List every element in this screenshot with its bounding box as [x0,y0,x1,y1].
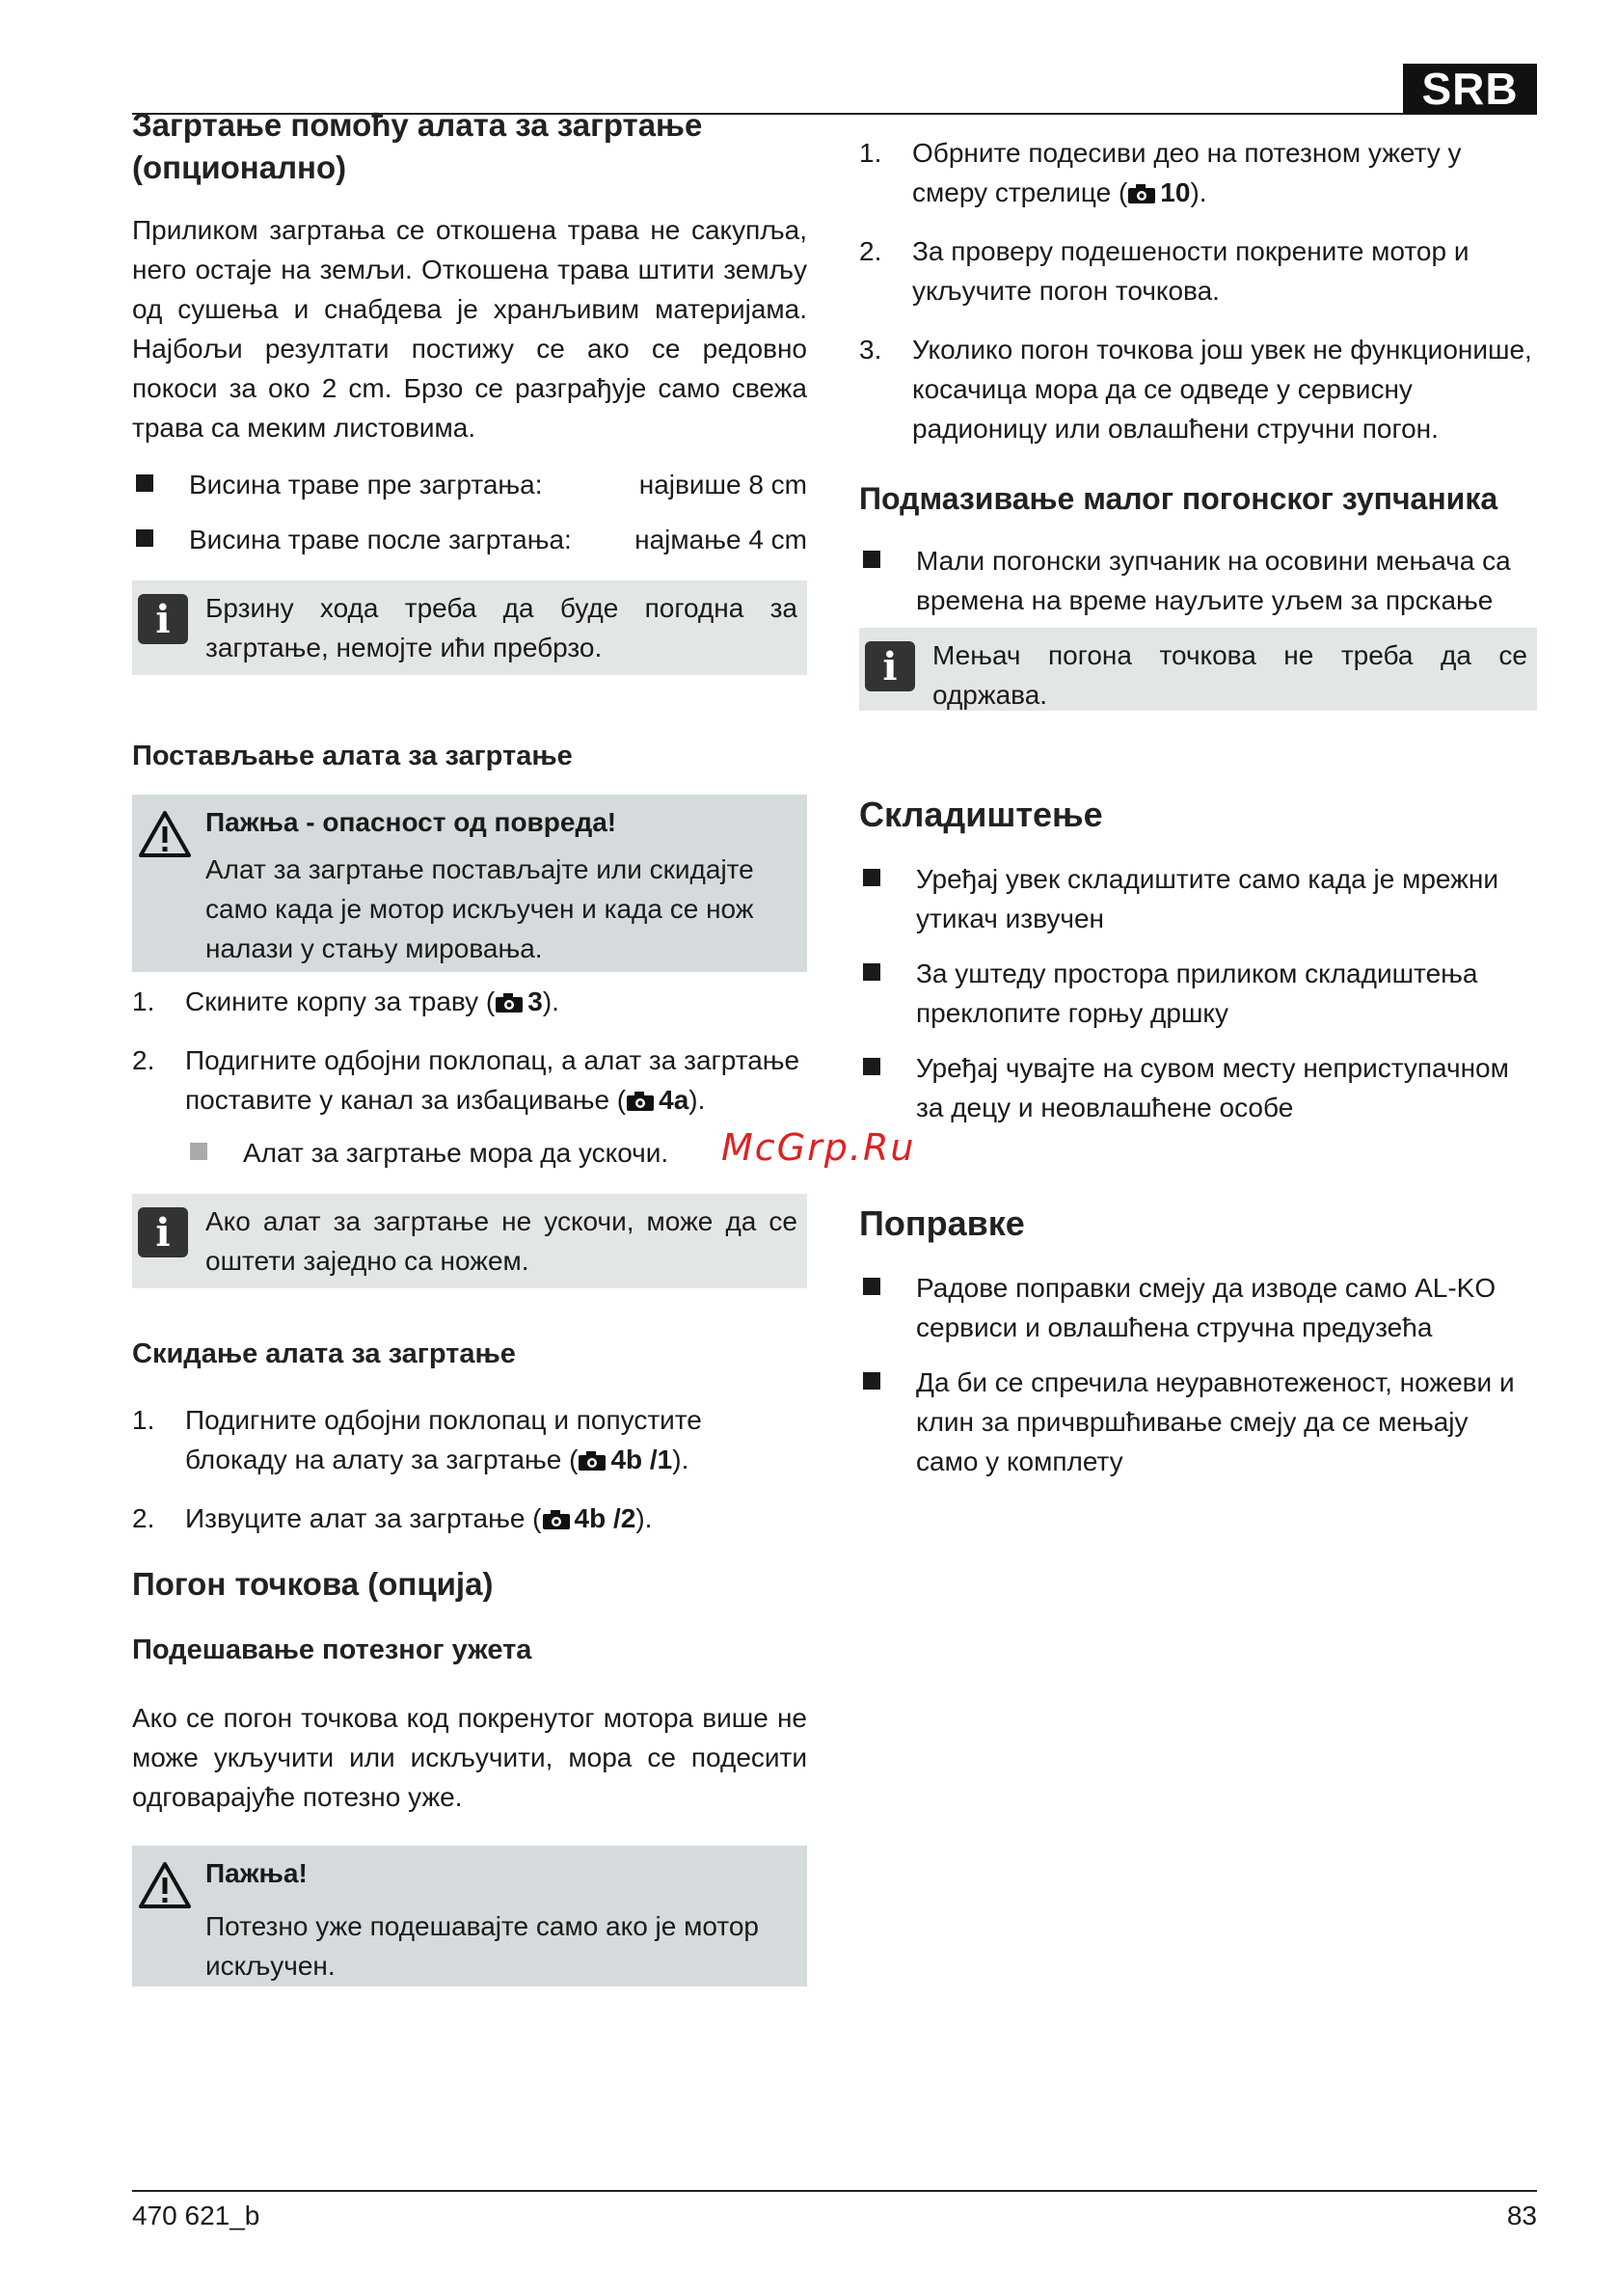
warning-box [132,795,807,972]
camera-icon [495,992,524,1013]
step-item [132,1400,807,1479]
bullet-text: Уређај увек складиштите само када је мрежни утикач извучен [916,864,1499,933]
bullet-item [859,954,1537,1033]
section-title-storage: Складиштење [859,795,1103,834]
section-title-mulching: Загртање помоћу алата за загртање (опционално) [132,107,703,185]
info-icon: i [865,641,915,691]
step-item [859,231,1537,311]
sub-bullet [132,1133,807,1173]
step-item [859,330,1537,448]
info-text: Ако алат за загртање не ускочи, може да се оштети заједно са ножем. [205,1206,797,1276]
bullet-text: Да би се спречила неуравнотеженост, ножеви и клин за причвршћивање смеју да се мењају само у комплету [916,1367,1515,1476]
bullet-text: Радове поправки смеју да изводе само AL-KO сервиси и овлашћена стручна предузећа [916,1273,1497,1342]
spec-value: највише 8 cm [638,470,807,500]
bullet-icon [863,551,880,568]
figure-ref: 3 [527,986,543,1016]
section-title-lubrication: Подмазивање малог погонског зупчаника [859,481,1498,516]
spec-value: најмање 4 cm [634,525,807,554]
info-box [859,628,1537,711]
bullet-icon [863,963,880,981]
step-tail: ). [672,1445,689,1474]
warning-box [132,1846,807,1986]
step-text: Подигните одбојни поклопац, а алат за загртање поставите у канал за избацивање ( [185,1045,800,1115]
mulching-intro: Приликом загртања се откошена трава не сакупља, него остаје на земљи. Откошена трава штити земљу од сушења и снабдева је хранљивим материјама. Најбољи резултати постижу се ако се редовно покоси за око 2 cm. Брзо се разграђује само свежа трава са меким листовима. [132,215,807,443]
info-icon: i [138,594,188,644]
info-box [132,581,807,675]
spec-label: Висина траве пре загртања: [189,470,543,500]
bullet-item [859,859,1537,938]
camera-icon [1127,183,1156,204]
step-text: Скините корпу за траву ( [185,986,496,1016]
step-number: 2. [132,1503,155,1533]
bullet-icon [136,474,153,492]
camera-icon [542,1509,571,1530]
sub-bullet-text: Алат за загртање мора да ускочи. [243,1138,669,1168]
spec-row [132,465,807,504]
step-text: Обрните подесиви део на потезном ужету у смеру стрелице ( [912,138,1462,207]
page-number: 83 [1506,2201,1537,2230]
step-number: 1. [859,138,882,168]
step-number: 1. [132,1405,155,1435]
watermark: McGrp.Ru [721,1126,916,1169]
step-tail: ). [688,1085,706,1115]
bullet-item [859,1268,1537,1347]
left-column [132,104,807,1986]
step-text: Подигните одбојни поклопац и попустите блокаду на алату за загртање ( [185,1405,702,1474]
step-number: 1. [132,986,155,1016]
document-id: 470 621_b [132,2201,260,2230]
step-item [132,1499,807,1538]
warning-icon [138,1861,192,1909]
subsection-title-remove: Скидање алата за загртање [132,1338,516,1369]
camera-icon [578,1450,607,1472]
right-column [859,133,1537,1481]
sub-bullet-icon [190,1143,207,1160]
bullet-icon [136,529,153,547]
step-text: Уколико погон точкова још увек не функционише, косачица мора да се одведе у сервисну радионицу или овлашћени стручни погон. [912,335,1532,444]
info-box [132,1194,807,1288]
section-title-wheel-drive: Погон точкова (опција) [132,1566,494,1602]
language-tab: SRB [1403,64,1537,114]
section-title-repairs: Поправке [859,1203,1025,1243]
bullet-icon [863,1372,880,1390]
warning-text: Алат за загртање постављајте или скидајте само када је мотор искључен и када се нож налази у стању мировања. [205,854,754,963]
spec-row [132,520,807,559]
step-item [859,133,1537,212]
cable-intro: Ако се погон точкова код покренутог мотора више не може укључити или искључити, мора се подесити одговарајуће потезно уже. [132,1703,807,1812]
info-text: Мењач погона точкова не треба да се одржава. [932,640,1527,710]
step-item [132,982,807,1021]
bullet-text: Уређај чувајте на сувом месту неприступачном за децу и неовлашћене особе [916,1053,1509,1122]
warning-text: Потезно уже подешавајте само ако је мотор искључен. [205,1911,759,1981]
footer-rule [132,2190,1537,2192]
info-text: Брзину хода треба да буде погодна за загртање, немојте ићи пребрзо. [205,593,797,662]
step-number: 2. [132,1045,155,1075]
info-icon: i [138,1207,188,1257]
subsection-title-install: Постављање алата за загртање [132,741,573,771]
bullet-text: Мали погонски зупчаник на осовини мењача са времена на време науљите уљем за прскање [916,546,1511,615]
bullet-text: За уштеду простора приликом складиштења преклопите горњу дршку [916,959,1478,1028]
step-item [132,1040,807,1120]
step-tail: ). [542,986,559,1016]
step-tail: ). [635,1503,653,1533]
bullet-item [859,1363,1537,1481]
warning-icon [138,810,192,858]
step-number: 2. [859,236,882,266]
spec-label: Висина траве после загртања: [189,525,572,554]
step-text: За проверу подешености покрените мотор и укључите погон точкова. [912,236,1470,306]
bullet-item [859,1048,1537,1127]
bullet-item [859,541,1537,620]
warning-title: Пажња! [205,1858,308,1888]
bullet-icon [863,1058,880,1075]
figure-ref: 4a [659,1085,689,1115]
subsection-title-cable: Подешавање потезног ужета [132,1634,532,1665]
bullet-icon [863,869,880,886]
camera-icon [626,1091,655,1112]
step-tail: ). [1190,177,1207,207]
bullet-icon [863,1278,880,1295]
step-text: Извуците алат за загртање ( [185,1503,542,1533]
warning-title: Пажња - опасност од повреда! [205,807,617,837]
figure-ref: 10 [1160,177,1191,207]
figure-ref: 4b /2 [574,1503,636,1533]
figure-ref: 4b /1 [610,1445,673,1474]
step-number: 3. [859,335,882,365]
